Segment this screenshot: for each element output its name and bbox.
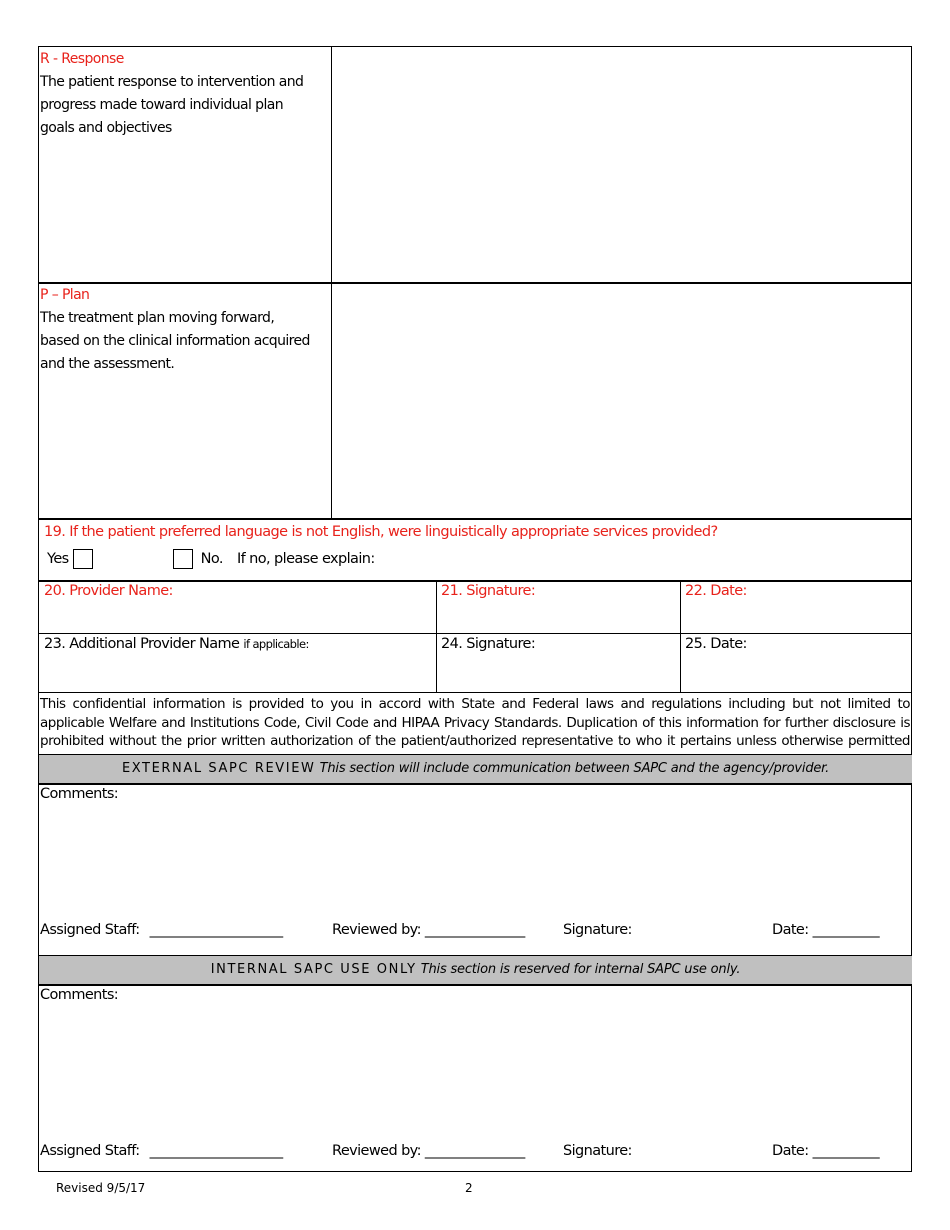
language-question: 19. If the patient preferred language is not English, were linguistically appropriate services provided? xyxy=(44,524,718,540)
yes-checkbox[interactable] xyxy=(73,549,93,569)
divider-internal-body xyxy=(38,984,912,986)
internal-review-title: INTERNAL SAPC USE ONLY xyxy=(210,962,417,977)
confidential-notice: This confidential information is provided to you in accord with State and Federal laws and regulations including but not limited to applicable Welfare and Institutions Code, Civil Code and HIPAA Privacy Standards. Duplication of this information for further disclosure is prohibited without the prior written authorization of the patient/authorized representative to who it pertains unless otherwise permitted xyxy=(40,696,910,749)
frame-left xyxy=(38,46,39,1172)
external-date-blank[interactable]: __________ xyxy=(812,922,880,938)
internal-reviewed-by-blank[interactable]: _______________ xyxy=(424,1143,525,1159)
internal-date xyxy=(772,1143,879,1159)
external-reviewed-by xyxy=(332,922,525,938)
no-checkbox[interactable] xyxy=(173,549,193,569)
language-answer-row xyxy=(47,548,907,570)
divider-confidential xyxy=(38,692,912,693)
plan-label-cell xyxy=(40,284,310,376)
additional-signature-label: 24. Signature: xyxy=(441,636,536,652)
divider-provider xyxy=(38,580,912,582)
explain-label: If no, please explain: xyxy=(236,551,375,567)
plan-input[interactable] xyxy=(332,284,911,518)
internal-review-banner xyxy=(39,956,912,984)
plan-label: P – Plan xyxy=(40,287,90,303)
divider-external-body xyxy=(38,783,912,785)
divider-additional-provider xyxy=(38,633,912,634)
internal-reviewed-by xyxy=(332,1143,525,1159)
external-review-title: EXTERNAL SAPC REVIEW xyxy=(121,761,316,776)
external-assigned-staff xyxy=(40,922,283,938)
external-date xyxy=(772,922,879,938)
yes-label: Yes xyxy=(47,551,69,567)
response-label: R - Response xyxy=(40,51,124,67)
additional-provider-name-label xyxy=(44,636,309,652)
internal-assigned-staff-blank[interactable]: ____________________ xyxy=(149,1143,283,1159)
provider-date-label: 22. Date: xyxy=(685,583,747,599)
external-signature-label: Signature: xyxy=(563,922,632,938)
no-label: No. xyxy=(200,551,223,567)
provider-col-divider-2 xyxy=(680,580,681,692)
provider-signature-label: 21. Signature: xyxy=(441,583,536,599)
internal-signature-label: Signature: xyxy=(563,1143,632,1159)
internal-date-label: Date: xyxy=(772,1143,809,1159)
internal-date-blank[interactable]: __________ xyxy=(812,1143,880,1159)
divider-language xyxy=(38,518,912,520)
additional-date-label: 25. Date: xyxy=(685,636,747,652)
response-description: The patient response to intervention and progress made toward individual plan goals and objectives xyxy=(40,74,304,136)
internal-assigned-staff xyxy=(40,1143,283,1159)
external-assigned-staff-blank[interactable]: ____________________ xyxy=(149,922,283,938)
internal-assigned-staff-label: Assigned Staff: xyxy=(40,1143,140,1159)
external-review-banner xyxy=(39,755,912,783)
external-review-note: This section will include communication between SAPC and the agency/provider. xyxy=(319,761,830,776)
external-assigned-staff-label: Assigned Staff: xyxy=(40,922,140,938)
internal-review-note: This section is reserved for internal SAPC use only. xyxy=(420,962,741,977)
external-reviewed-by-label: Reviewed by: xyxy=(332,922,421,938)
external-date-label: Date: xyxy=(772,922,809,938)
provider-col-divider-1 xyxy=(436,580,437,692)
frame-bottom xyxy=(38,1171,912,1172)
footer-page-number: 2 xyxy=(465,1181,473,1195)
internal-reviewed-by-label: Reviewed by: xyxy=(332,1143,421,1159)
external-comments-input[interactable] xyxy=(40,808,908,916)
additional-provider-note: if applicable: xyxy=(243,637,309,651)
response-input[interactable] xyxy=(332,47,911,282)
footer-revised: Revised 9/5/17 xyxy=(56,1181,146,1195)
external-reviewed-by-blank[interactable]: _______________ xyxy=(424,922,525,938)
additional-provider-name-text: 23. Additional Provider Name xyxy=(44,636,240,652)
internal-comments-input[interactable] xyxy=(40,1009,908,1137)
internal-comments-label: Comments: xyxy=(40,987,119,1003)
plan-description: The treatment plan moving forward, based on the clinical information acquired and the assessment. xyxy=(40,310,310,372)
response-label-cell xyxy=(40,48,310,140)
external-comments-label: Comments: xyxy=(40,786,119,802)
provider-name-label: 20. Provider Name: xyxy=(44,583,173,599)
frame-right xyxy=(911,46,912,1172)
